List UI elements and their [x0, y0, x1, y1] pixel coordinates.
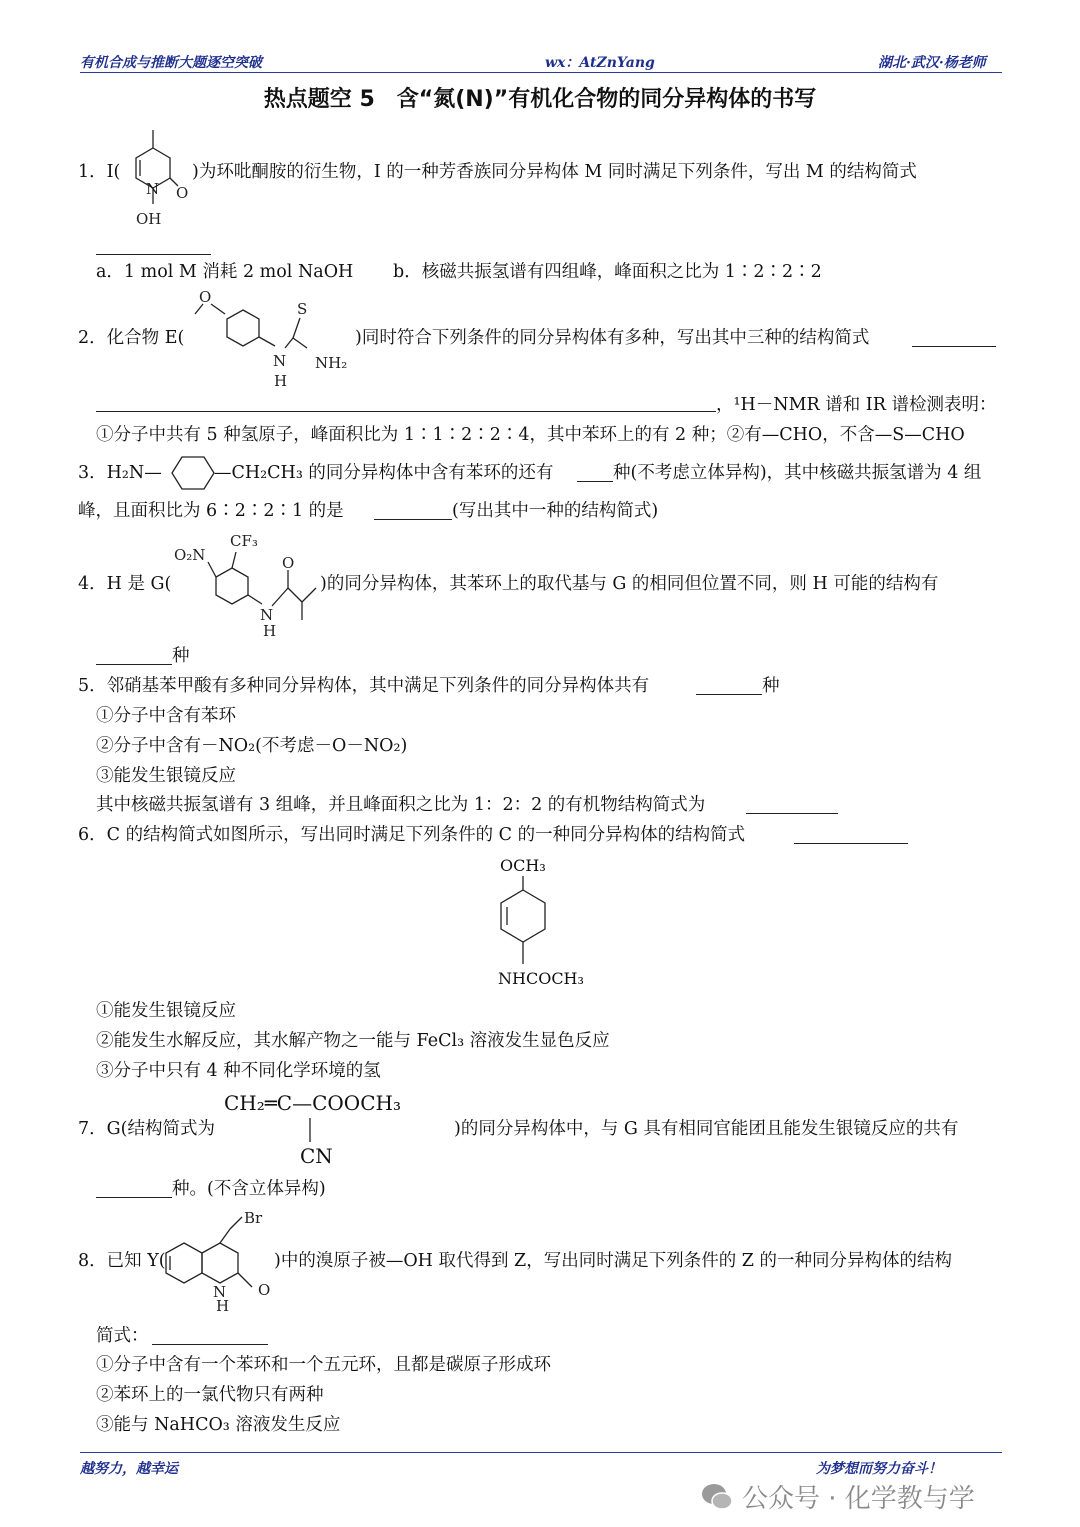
q4-molecule [170, 528, 330, 640]
q5-line1b: 种 [762, 676, 780, 696]
q4-tail: 种 [172, 646, 190, 666]
q7-answer-blank[interactable] [96, 1183, 172, 1198]
q1-cond-b: b．核磁共振氢谱有四组峰，峰面积之比为 1∶2∶2∶2 [393, 262, 822, 282]
q5-blank-1[interactable] [696, 680, 762, 695]
header-right: 湖北·武汉·杨老师 [878, 55, 986, 71]
q8-o: O [258, 1281, 271, 1299]
q5-cond-1: ①分子中含有苯环 [96, 706, 236, 726]
q5-cond-3: ③能发生银镜反应 [96, 766, 236, 786]
q4-o: O [282, 554, 295, 572]
q7-cn: CN [300, 1144, 333, 1168]
q8-cond-1: ①分子中含有一个苯环和一个五元环，且都是碳原子形成环 [96, 1355, 551, 1375]
q1-answer-blank[interactable] [96, 240, 211, 255]
footer-right: 为梦想而努力奋斗！ [816, 1461, 942, 1477]
q1-text: )为环吡酮胺的衍生物，I 的一种芳香族同分异构体 M 同时满足下列条件，写出 M 的结构简式 [192, 162, 917, 182]
q7-prefix: 7．G(结构简式为 [78, 1119, 215, 1139]
q2-nh2: NH₂ [315, 354, 348, 372]
q3-blank-2[interactable] [374, 505, 452, 520]
q6-cond-1: ①能发生银镜反应 [96, 1001, 236, 1021]
footer-left: 越努力，越幸运 [80, 1461, 178, 1477]
q2-n: N [273, 352, 287, 370]
q8-cond-3: ③能与 NaHCO₃ 溶液发生反应 [96, 1415, 341, 1435]
page-title: 热点题空 5 含“氮(N)”有机化合物的同分异构体的书写 [263, 87, 817, 112]
q2-h: H [274, 372, 288, 390]
q1-oh: OH [136, 210, 162, 228]
q4-answer-blank[interactable] [96, 650, 172, 665]
q3-line2a: 峰，且面积比为 6∶2∶2∶1 的是 [78, 501, 344, 521]
q2-line2: ，¹H－NMR 谱和 IR 谱检测表明： [716, 395, 997, 415]
header-rule [80, 72, 1002, 73]
q7-bond [300, 1116, 320, 1146]
q4-h: H [263, 622, 277, 640]
q8-n: N [213, 1283, 227, 1301]
q8-line2: 简式： [96, 1326, 149, 1346]
q6-answer-blank[interactable] [794, 829, 908, 844]
q8-text: )中的溴原子被—OH 取代得到 Z，写出同时满足下列条件的 Z 的一种同分异构体的结构 [274, 1251, 953, 1271]
q3-line2b: (写出其中一种的结构简式) [452, 501, 659, 521]
q1-o: O [176, 184, 189, 202]
q7-structure-top: CH₂═C—COOCH₃ [224, 1091, 401, 1115]
q8-h: H [216, 1297, 230, 1315]
q5-last: 其中核磁共振氢谱有 3 组峰，并且峰面积之比为 1：2：2 的有机物结构简式为 [96, 795, 706, 815]
q5-line1: 5．邻硝基苯甲酸有多种同分异构体，其中满足下列条件的同分异构体共有 [78, 676, 650, 696]
q1-prefix: 1．I( [78, 162, 121, 182]
q6-line1: 6．C 的结构简式如图所示，写出同时满足下列条件的 C 的一种同分异构体的结构简式 [78, 825, 746, 845]
q1-n: N [146, 180, 160, 198]
q8-molecule [160, 1205, 290, 1315]
watermark: 公众号 · 化学教与学 [742, 1484, 975, 1514]
q3-prefix: 3．H₂N— [78, 463, 162, 483]
q4-prefix: 4．H 是 G( [78, 574, 172, 594]
q2-prefix: 2．化合物 E( [78, 328, 185, 348]
q7-tail: 种。(不含立体异构) [172, 1179, 326, 1199]
q3-blank-1[interactable] [577, 467, 613, 482]
header-left: 有机合成与推断大题逐空突破 [80, 55, 262, 71]
q2-o: O [199, 288, 212, 306]
footer-rule [80, 1452, 1002, 1453]
q3-mid2: 种(不考虑立体异构)，其中核磁共振氢谱为 4 组 [613, 463, 982, 483]
q6-cond-2: ②能发生水解反应，其水解产物之一能与 FeCl₃ 溶液发生显色反应 [96, 1031, 610, 1051]
q8-br: Br [244, 1209, 263, 1227]
q6-bottom-group: NHCOCH₃ [498, 969, 584, 988]
wechat-icon [700, 1480, 734, 1514]
q8-cond-2: ②苯环上的一氯代物只有两种 [96, 1385, 324, 1405]
q1-cond-a: a．1 mol M 消耗 2 mol NaOH [96, 262, 354, 282]
q2-answer-blank-2[interactable] [96, 397, 716, 412]
q8-prefix: 8．已知 Y( [78, 1251, 166, 1271]
q6-top-group: OCH₃ [500, 856, 546, 875]
q7-text: )的同分异构体中，与 G 具有相同官能团且能发生银镜反应的共有 [454, 1119, 959, 1139]
q2-molecule [185, 288, 360, 393]
header-center: wx：AtZnYang [545, 55, 655, 71]
q6-benzene [475, 872, 575, 972]
q5-cond-2: ②分子中含有－NO₂(不考虑－O－NO₂) [96, 736, 408, 756]
q2-answer-blank-1[interactable] [912, 332, 996, 347]
q4-text: )的同分异构体，其苯环上的取代基与 G 的相同但位置不同，则 H 可能的结构有 [320, 574, 939, 594]
q5-blank-2[interactable] [746, 799, 838, 814]
q3-mid: —CH₂CH₃ 的同分异构体中含有苯环的还有 [214, 463, 554, 483]
q2-s: S [297, 300, 308, 318]
q4-no2: O₂N [174, 546, 206, 564]
q8-answer-blank[interactable] [152, 1330, 268, 1345]
q2-line3: ①分子中共有 5 种氢原子，峰面积比为 1∶1∶2∶2∶4，其中苯环上的有 2 种；②有—CHO，不含—S—CHO [96, 425, 965, 445]
q4-n: N [260, 606, 274, 624]
q2-text: )同时符合下列条件的同分异构体有多种，写出其中三种的结构简式 [355, 328, 870, 348]
q4-cf3: CF₃ [230, 532, 258, 550]
q6-cond-3: ③分子中只有 4 种不同化学环境的氢 [96, 1061, 381, 1081]
q1-molecule [118, 120, 198, 230]
